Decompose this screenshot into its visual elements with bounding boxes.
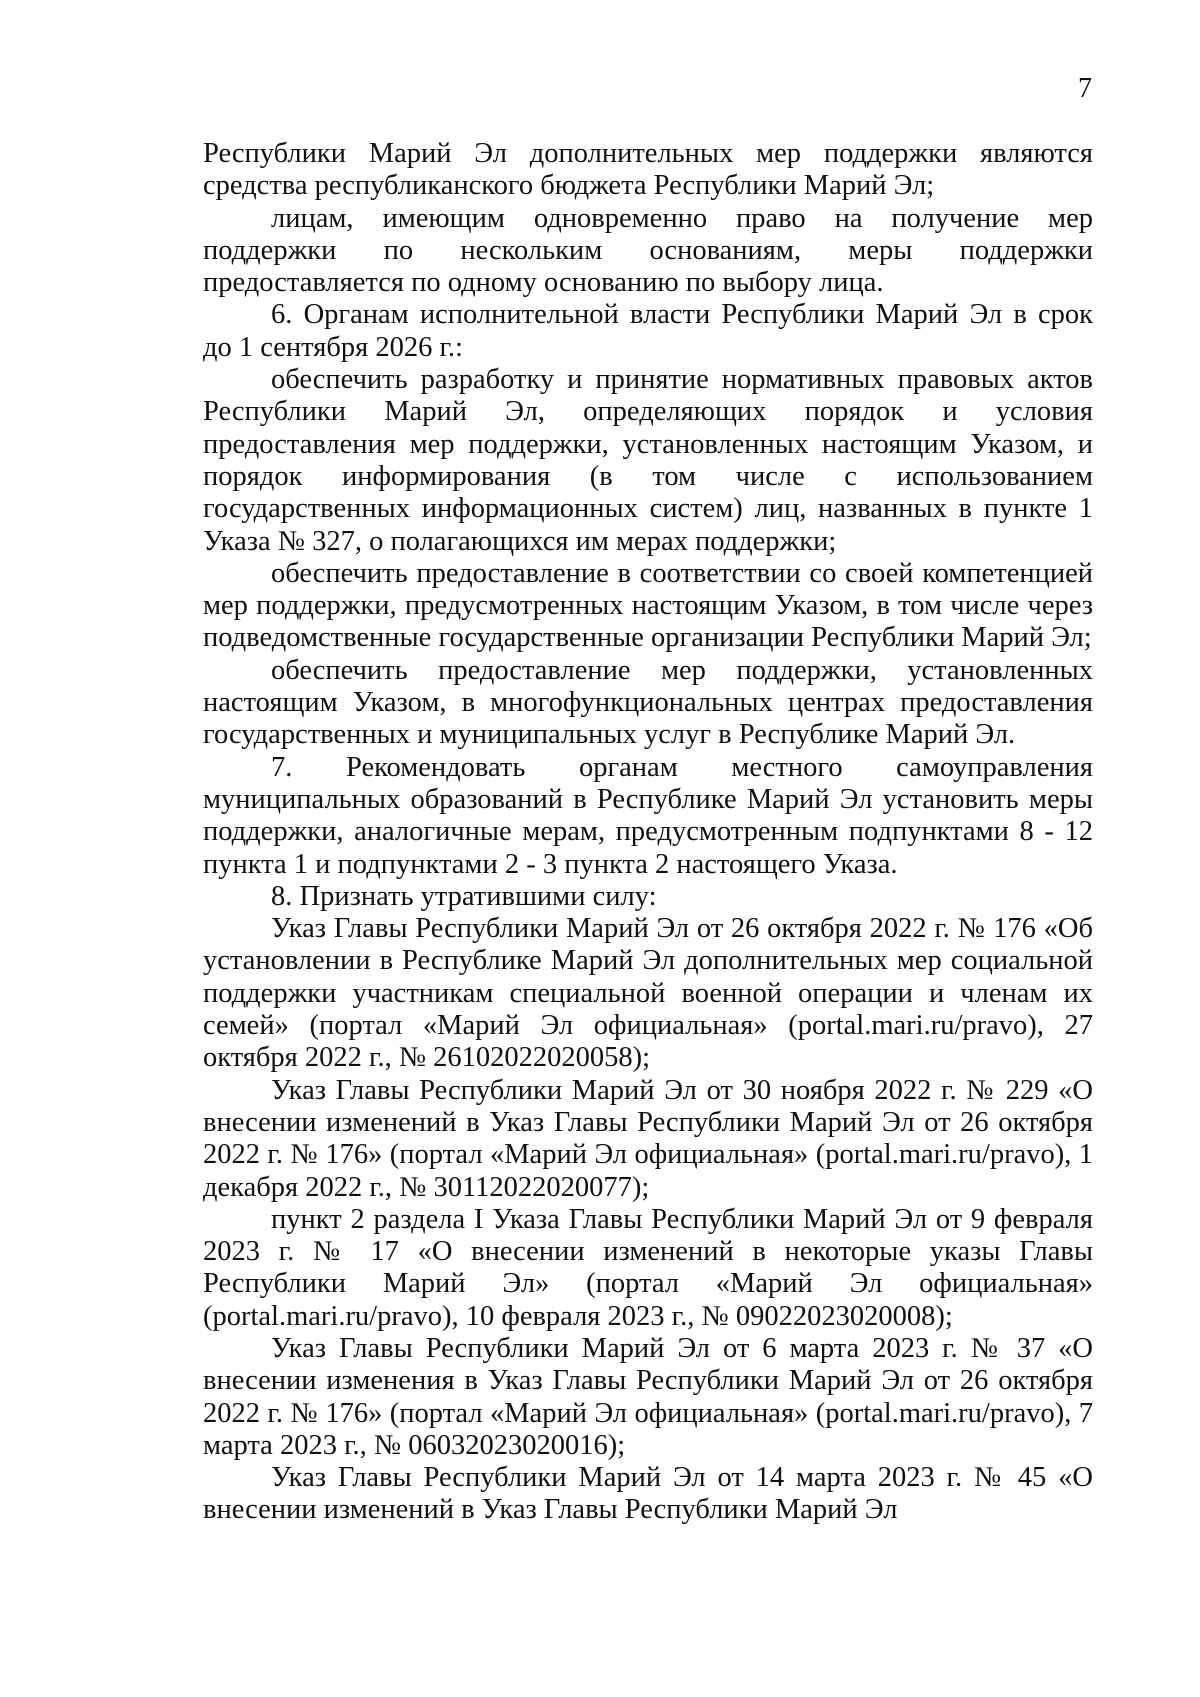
paragraph-decree-17: пункт 2 раздела I Указа Главы Республики Марий Эл от 9 февраля 2023 г. № 17 «О внесении изменений в некоторые указы Главы Республики Марий Эл» (портал «Марий Эл официальная» (portal.mari.ru/pravo), 10 февраля 2023 г., № 09022023020008); [203, 1203, 1093, 1332]
paragraph-item-6-mfc: обеспечить предоставление мер поддержки, установленных настоящим Указом, в многофункциональных центрах предоставления государственных и муниципальных услуг в Республике Марий Эл. [203, 654, 1093, 751]
paragraph-multiple-grounds: лицам, имеющим одновременно право на получение мер поддержки по нескольким основаниям, меры поддержки предоставляется по одному основанию по выбору лица. [203, 202, 1093, 299]
paragraph-item-8: 8. Признать утратившими силу: [271, 880, 657, 912]
page-number: 7 [1078, 73, 1092, 104]
document-body [203, 138, 1093, 1527]
paragraph-funding-source: Республики Марий Эл дополнительных мер поддержки являются средства республиканского бюджета Республики Марий Эл; [203, 138, 1093, 202]
paragraph-item-6-competence: обеспечить предоставление в соответствии со своей компетенцией мер поддержки, предусмотренных настоящим Указом, в том числе через подведомственные государственные организации Республики Марий Эл; [203, 557, 1093, 654]
paragraph-item-7: 7. Рекомендовать органам местного самоуправления муниципальных образований в Республике Марий Эл установить меры поддержки, аналогичные мерам, предусмотренным подпунктами 8 - 12 пункта 1 и подпунктами 2 - 3 пункта 2 настоящего Указа. [203, 751, 1093, 880]
paragraph-decree-229: Указ Главы Республики Марий Эл от 30 ноября 2022 г. № 229 «О внесении изменений в Указ Главы Республики Марий Эл от 26 октября 2022 г. № 176» (портал «Марий Эл официальная» (portal.mari.ru/pravo), 1 декабря 2022 г., № 30112022020077); [203, 1074, 1093, 1203]
paragraph-item-6: 6. Органам исполнительной власти Республики Марий Эл в срок до 1 сентября 2026 г.: [203, 299, 1093, 363]
paragraph-decree-37: Указ Главы Республики Марий Эл от 6 марта 2023 г. № 37 «О внесении изменения в Указ Главы Республики Марий Эл от 26 октября 2022 г. № 176» (портал «Марий Эл официальная» (portal.mari.ru/pravo), 7 марта 2023 г., № 06032023020016); [203, 1332, 1093, 1461]
paragraph-decree-176: Указ Главы Республики Марий Эл от 26 октября 2022 г. № 176 «Об установлении в Республике Марий Эл дополнительных мер социальной поддержки участникам специальной военной операции и членам их семей» (портал «Марий Эл официальная» (portal.mari.ru/pravo), 27 октября 2022 г., № 26102022020058); [203, 913, 1093, 1074]
paragraph-item-6-acts: обеспечить разработку и принятие нормативных правовых актов Республики Марий Эл, определяющих порядок и условия предоставления мер поддержки, установленных настоящим Указом, и порядок информирования (в том числе с использованием государственных информационных систем) лиц, названных в пункте 1 Указа № 327, о полагающихся им мерах поддержки; [203, 364, 1093, 557]
paragraph-decree-45: Указ Главы Республики Марий Эл от 14 марта 2023 г. № 45 «О внесении изменений в Указ Главы Республики Марий Эл [203, 1462, 1093, 1526]
